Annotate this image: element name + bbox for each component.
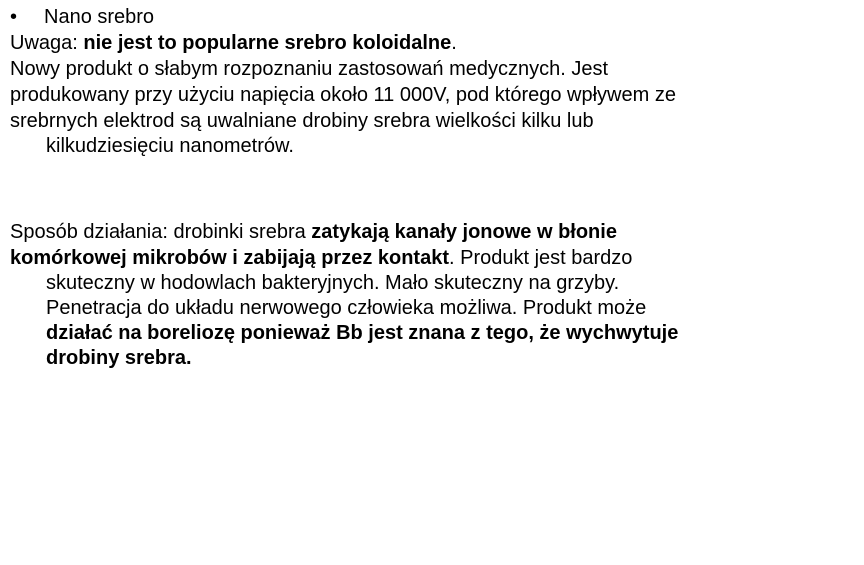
- description-line: Nowy produkt o słabym rozpoznaniu zastosowań medycznych. Jest: [10, 58, 609, 80]
- description-line: kilkudziesięciu nanometrów.: [46, 135, 294, 157]
- action-paragraph: [10, 219, 855, 371]
- heading-text: Nano srebro: [44, 6, 155, 28]
- warning-bold: nie jest to popularne srebro koloidalne: [83, 32, 452, 54]
- description-line: produkowany przy użyciu napięcia około 11 000V, pod którego wpływem ze: [10, 84, 676, 106]
- description-line: srebrnych elektrod są uwalniane drobiny srebra wielkości kilku lub: [10, 110, 594, 132]
- action-bold: działać na boreliozę ponieważ Bb jest znana z tego, że wychwytuje: [46, 322, 679, 344]
- warning-end: .: [451, 32, 457, 54]
- action-text: . Produkt jest bardzo: [449, 247, 633, 269]
- action-line: [10, 219, 855, 245]
- action-line: [10, 346, 855, 371]
- bullet-heading: [10, 4, 154, 30]
- warning-label: Uwaga:: [10, 32, 84, 54]
- action-bold: komórkowej mikrobów i zabijają przez kontakt: [10, 247, 449, 269]
- action-line: [10, 321, 855, 346]
- action-bold: drobiny srebra.: [46, 347, 192, 369]
- warning-line: [10, 30, 855, 56]
- bullet-icon: •: [10, 6, 18, 28]
- action-bold: zatykają kanały jonowe w błonie: [311, 221, 617, 243]
- action-line: skuteczny w hodowlach bakteryjnych. Mało skuteczny na grzyby.: [46, 272, 620, 294]
- action-line: Penetracja do układu nerwowego człowieka możliwa. Produkt może: [46, 297, 647, 319]
- description-paragraph: [10, 30, 855, 159]
- action-line: [10, 245, 855, 271]
- action-intro: Sposób działania: drobinki srebra: [10, 221, 312, 243]
